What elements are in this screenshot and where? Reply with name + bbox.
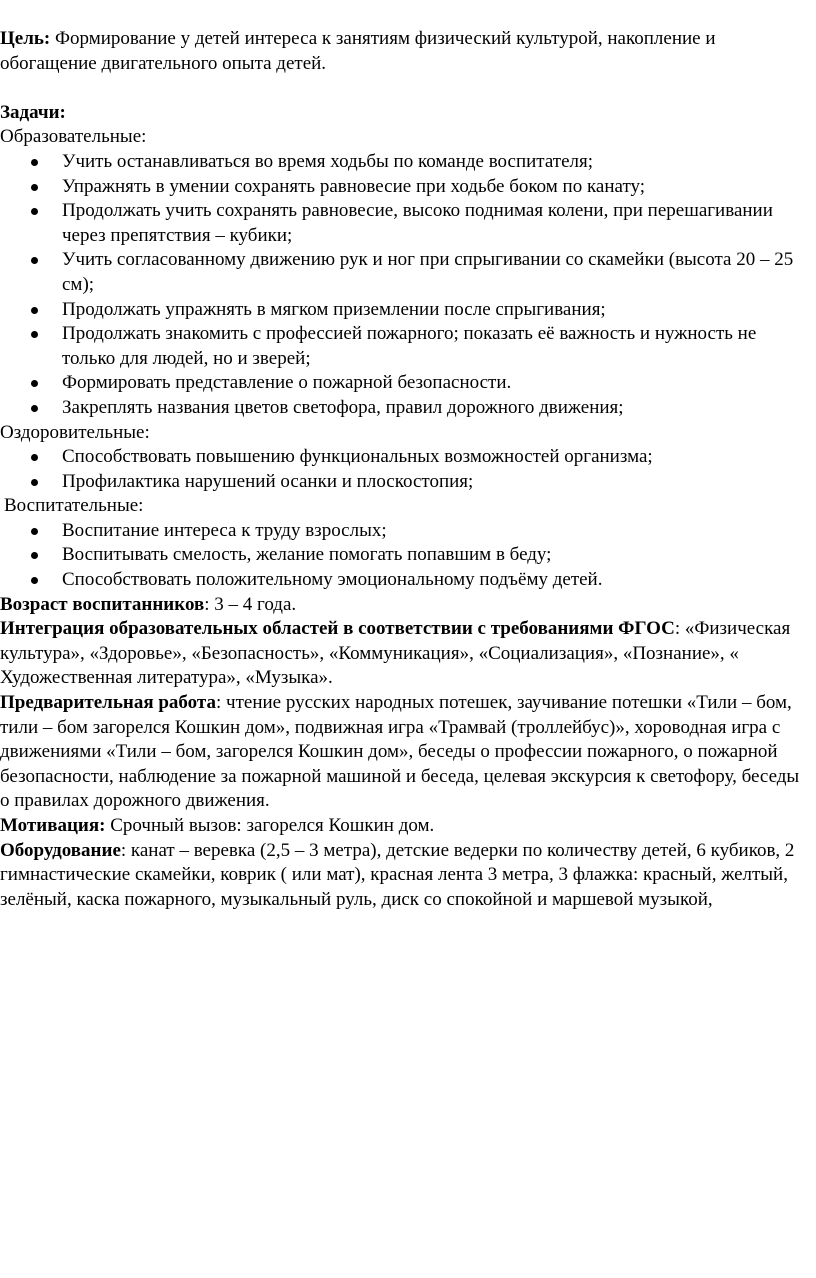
upbringing-list xyxy=(0,519,810,593)
integration-label: Интеграция образовательных областей в соответствии с требованиями ФГОС xyxy=(0,618,675,640)
age-text: : 3 – 4 года. xyxy=(204,593,297,615)
goal-label: Цель: xyxy=(0,28,51,49)
educational-list xyxy=(0,150,810,421)
motivation-paragraph xyxy=(0,814,810,839)
list-item: Профилактика нарушений осанки и плоскостопия; xyxy=(0,470,810,495)
upbringing-heading: Воспитательные: xyxy=(4,495,144,517)
integration-text: : «Физическая культура», «Здоровье», «Безопасность», «Коммуникация», «Социализация», «Познание», « Художественная литература», «Музыка». xyxy=(0,618,791,689)
educational-heading: Образовательные: xyxy=(0,126,147,148)
motivation-text: Срочный вызов: загорелся Кошкин дом. xyxy=(105,815,435,836)
age-paragraph xyxy=(0,593,810,618)
equipment-label: Оборудование xyxy=(0,839,121,861)
integration-paragraph xyxy=(0,617,810,691)
list-item: Продолжать знакомить с профессией пожарного; показать её важность и нужность не только для людей, но и зверей; xyxy=(0,322,810,371)
list-item: Закреплять названия цветов светофора, правил дорожного движения; xyxy=(0,396,810,421)
list-item: Учить останавливаться во время ходьбы по команде воспитателя; xyxy=(0,150,810,175)
health-list xyxy=(0,445,810,494)
list-item: Способствовать повышению функциональных возможностей организма; xyxy=(0,445,810,470)
list-item: Продолжать упражнять в мягком приземлении после спрыгивания; xyxy=(0,298,810,323)
equipment-text: : канат – веревка (2,5 – 3 метра), детские ведерки по количеству детей, 6 кубиков, 2 гимнастические скамейки, коврик ( или мат), красная лента 3 метра, 3 флажка: красный, желтый, зелёный, каска пожарного, музыкальный руль, диск со спокойной и маршевой музыкой, xyxy=(0,839,795,910)
document-page xyxy=(0,27,810,912)
health-heading: Оздоровительные: xyxy=(0,421,150,443)
motivation-label: Мотивация: xyxy=(0,815,106,836)
goal-paragraph xyxy=(0,27,810,76)
age-label: Возраст воспитанников xyxy=(0,593,205,615)
preliminary-label: Предварительная работа xyxy=(0,692,216,714)
goal-text: Формирование у детей интереса к занятиям физический культурой, накопление и обогащение двигательного опыта детей. xyxy=(0,28,716,74)
blank-line xyxy=(0,76,810,101)
list-item: Упражнять в умении сохранять равновесие при ходьбе боком по канату; xyxy=(0,175,810,200)
list-item: Способствовать положительному эмоциональному подъёму детей. xyxy=(0,568,810,593)
tasks-heading xyxy=(0,101,810,126)
preliminary-paragraph xyxy=(0,691,810,814)
list-item: Учить согласованному движению рук и ног при спрыгивании со скамейки (высота 20 – 25 см); xyxy=(0,248,810,297)
equipment-paragraph xyxy=(0,839,810,913)
list-item: Воспитывать смелость, желание помогать попавшим в беду; xyxy=(0,543,810,568)
list-item: Воспитание интереса к труду взрослых; xyxy=(0,519,810,544)
list-item: Продолжать учить сохранять равновесие, высоко поднимая колени, при перешагивании через препятствия – кубики; xyxy=(0,199,810,248)
list-item: Формировать представление о пожарной безопасности. xyxy=(0,371,810,396)
preliminary-text: : чтение русских народных потешек, заучивание потешки «Тили – бом, тили – бом загорелся Кошкин дом», подвижная игра «Трамвай (троллейбус)», хороводная игра с движениями «Тили – бом, загорелся Кошкин дом», беседы о профессии пожарного, о пожарной безопасности, наблюдение за пожарной машиной и беседа, целевая экскурсия к светофору, беседы о правилах дорожного движения. xyxy=(0,692,800,812)
tasks-label: Задачи: xyxy=(0,101,66,123)
